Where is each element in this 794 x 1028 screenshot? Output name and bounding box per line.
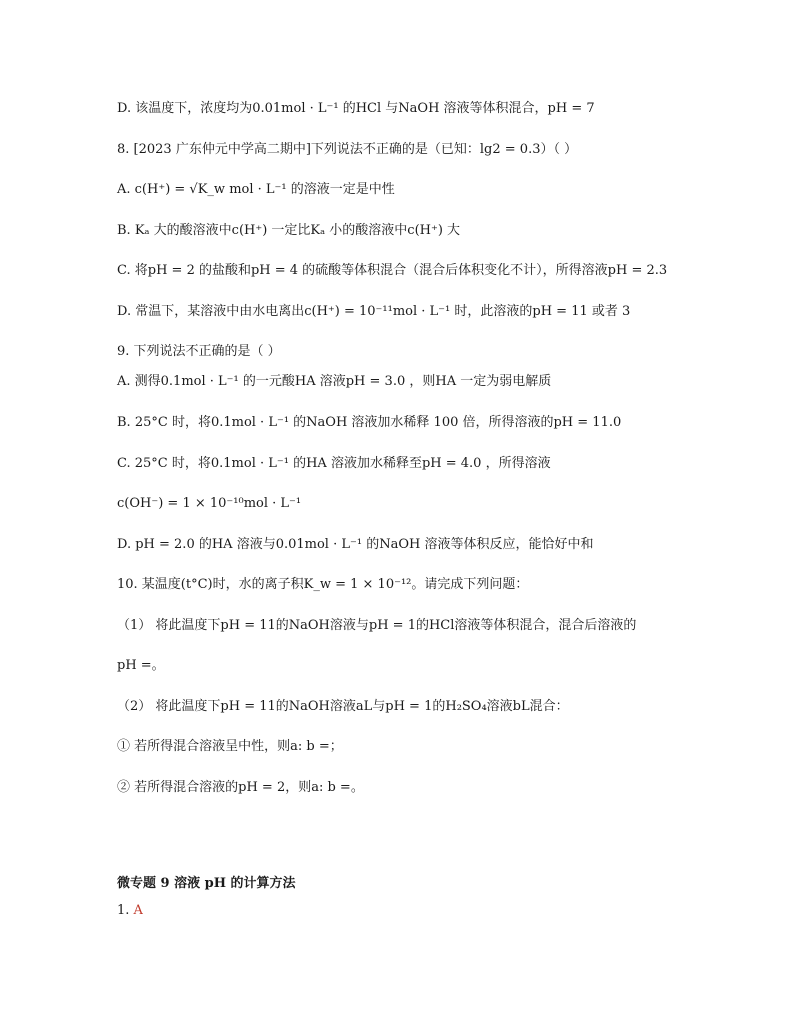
answer-value: A xyxy=(133,903,143,918)
question-8: 8. [2023 广东仲元中学高二期中]下列说法不正确的是（已知：lg2 = 0.3）（ ） xyxy=(117,142,578,157)
option-8c: C. 将pH = 2 的盐酸和pH = 4 的硫酸等体积混合（混合后体积变化不计），所得溶液pH = 2.3 xyxy=(117,263,668,278)
question-10-part-1: （1） 将此温度下pH = 11的NaOH溶液与pH = 1的HCl溶液等体积混合，混合后溶液的 xyxy=(117,618,637,633)
option-9c-continued: c(OH⁻) = 1 × 10⁻¹⁰mol · L⁻¹ xyxy=(117,496,302,511)
option-7d: D. 该温度下，浓度均为0.01mol · L⁻¹ 的HCl 与NaOH 溶液等体积混合，pH = 7 xyxy=(117,101,595,116)
question-10: 10. 某温度(t°C)时，水的离子积K_w = 1 × 10⁻¹²。请完成下列问题： xyxy=(117,577,529,592)
question-10-part-2-item-2: ② 若所得混合溶液的pH = 2，则a: b =。 xyxy=(117,780,364,795)
option-9d: D. pH = 2.0 的HA 溶液与0.01mol · L⁻¹ 的NaOH 溶液等体积反应，能恰好中和 xyxy=(117,537,594,552)
section-title: 微专题 9 溶液 pH 的计算方法 xyxy=(117,876,296,891)
question-9: 9. 下列说法不正确的是（ ） xyxy=(117,344,281,359)
question-10-part-2-item-1: ① 若所得混合溶液呈中性，则a: b =； xyxy=(117,739,343,754)
option-9c: C. 25°C 时，将0.1mol · L⁻¹ 的HA 溶液加水稀释至pH = 4.0 ，所得溶液 xyxy=(117,456,551,471)
option-9b: B. 25°C 时，将0.1mol · L⁻¹ 的NaOH 溶液加水稀释 100 倍，所得溶液的pH = 11.0 xyxy=(117,415,622,430)
option-8a: A. c(H⁺) = √K_w mol · L⁻¹ 的溶液一定是中性 xyxy=(117,182,395,197)
option-8d: D. 常温下，某溶液中由水电离出c(H⁺) = 10⁻¹¹mol · L⁻¹ 时，此溶液的pH = 11 或者 3 xyxy=(117,304,631,319)
question-10-part-1-continued: pH =。 xyxy=(117,658,165,673)
option-8b: B. Kₐ 大的酸溶液中c(H⁺) 一定比Kₐ 小的酸溶液中c(H⁺) 大 xyxy=(117,223,461,238)
option-9a: A. 测得0.1mol · L⁻¹ 的一元酸HA 溶液pH = 3.0 ，则HA 一定为弱电解质 xyxy=(117,374,552,389)
question-10-part-2: （2） 将此温度下pH = 11的NaOH溶液aL与pH = 1的H₂SO₄溶液bL混合： xyxy=(117,699,569,714)
answer-number: 1. xyxy=(117,903,130,918)
answer-line xyxy=(117,902,143,920)
